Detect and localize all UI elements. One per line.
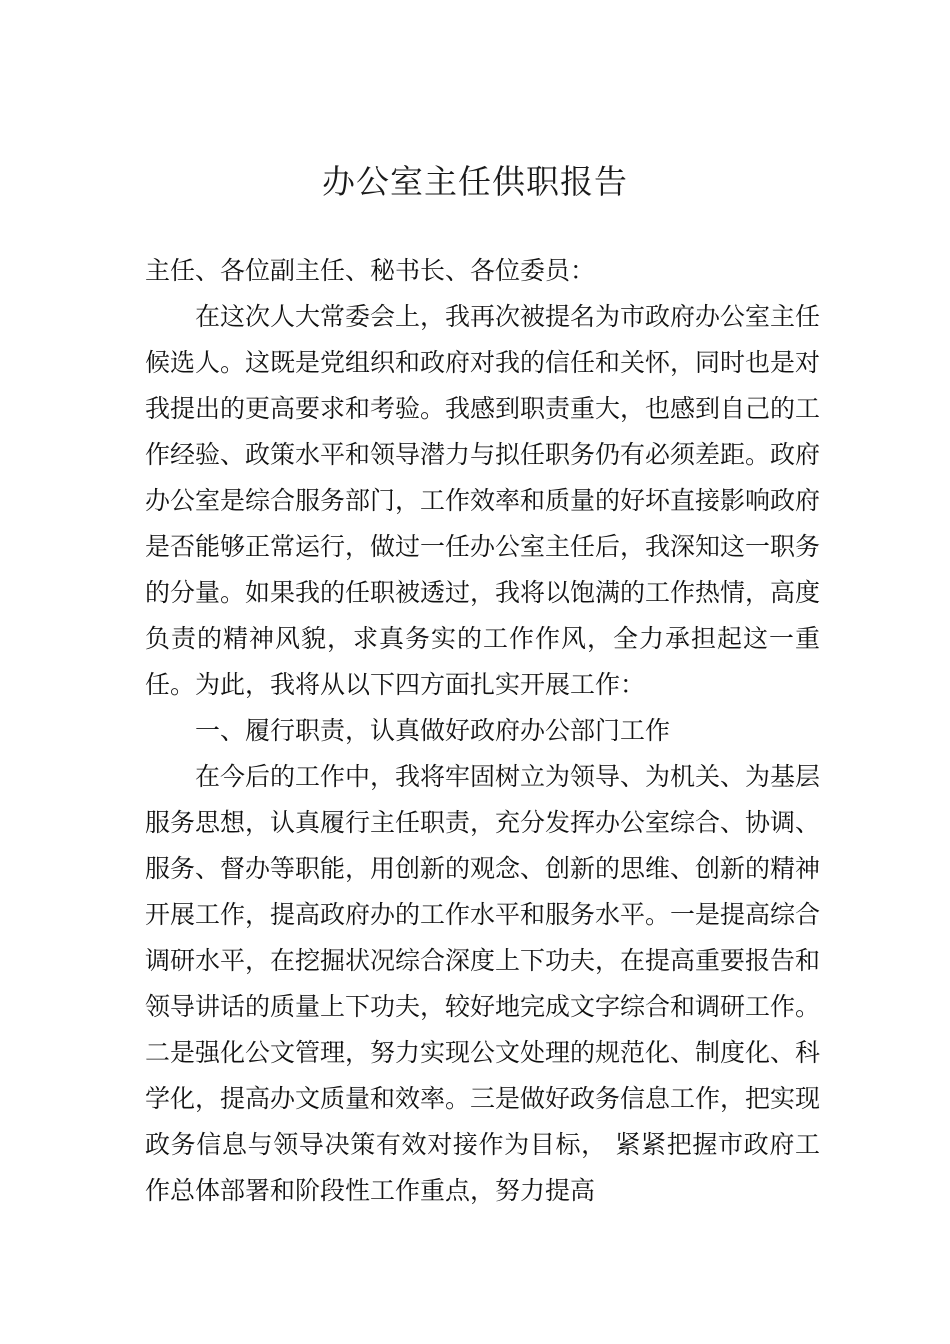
document-title: 办公室主任供职报告: [322, 162, 628, 201]
paragraph-intro: 在这次人大常委会上，我再次被提名为市政府办公室主任候选人。这既是党组织和政府对我的信任和关怀，同时也是对我提出的更高要求和考验。我感到职责重大，也感到自己的工作经验、政策水平和领导潜力与拟任职务仍有必须差距。政府办公室是综合服务部门，工作效率和质量的好坏直接影响政府是否能够正常运行，做过一任办公室主任后，我深知这一职务的分量。如果我的任职被透过，我将以饱满的工作热情，高度负责的精神风貌，求真务实的工作作风，全力承担起这一重任。为此，我将从以下四方面扎实开展工作：: [145, 302, 821, 699]
section-heading-1: 一、履行职责，认真做好政府办公部门工作: [195, 716, 671, 745]
paragraph-section-1: 在今后的工作中，我将牢固树立为领导、为机关、为基层服务思想，认真履行主任职责，充分发挥办公室综合、协调、服务、督办等职能，用创新的观念、创新的思维、创新的精神开展工作，提高政府办的工作水平和服务水平。一是提高综合调研水平，在挖掘状况综合深度上下功夫，在提高重要报告和领导讲话的质量上下功夫，较好地完成文字综合和调研工作。二是强化公文管理，努力实现公文处理的规范化、制度化、科学化，提高办文质量和效率。三是做好政务信息工作，把实现政务信息与领导决策有效对接作为目标， 紧紧把握市政府工作总体部署和阶段性工作重点，努力提高: [145, 762, 821, 1205]
document-body: [145, 248, 820, 1214]
salutation: 主任、各位副主任、秘书长、各位委员：: [145, 256, 596, 285]
